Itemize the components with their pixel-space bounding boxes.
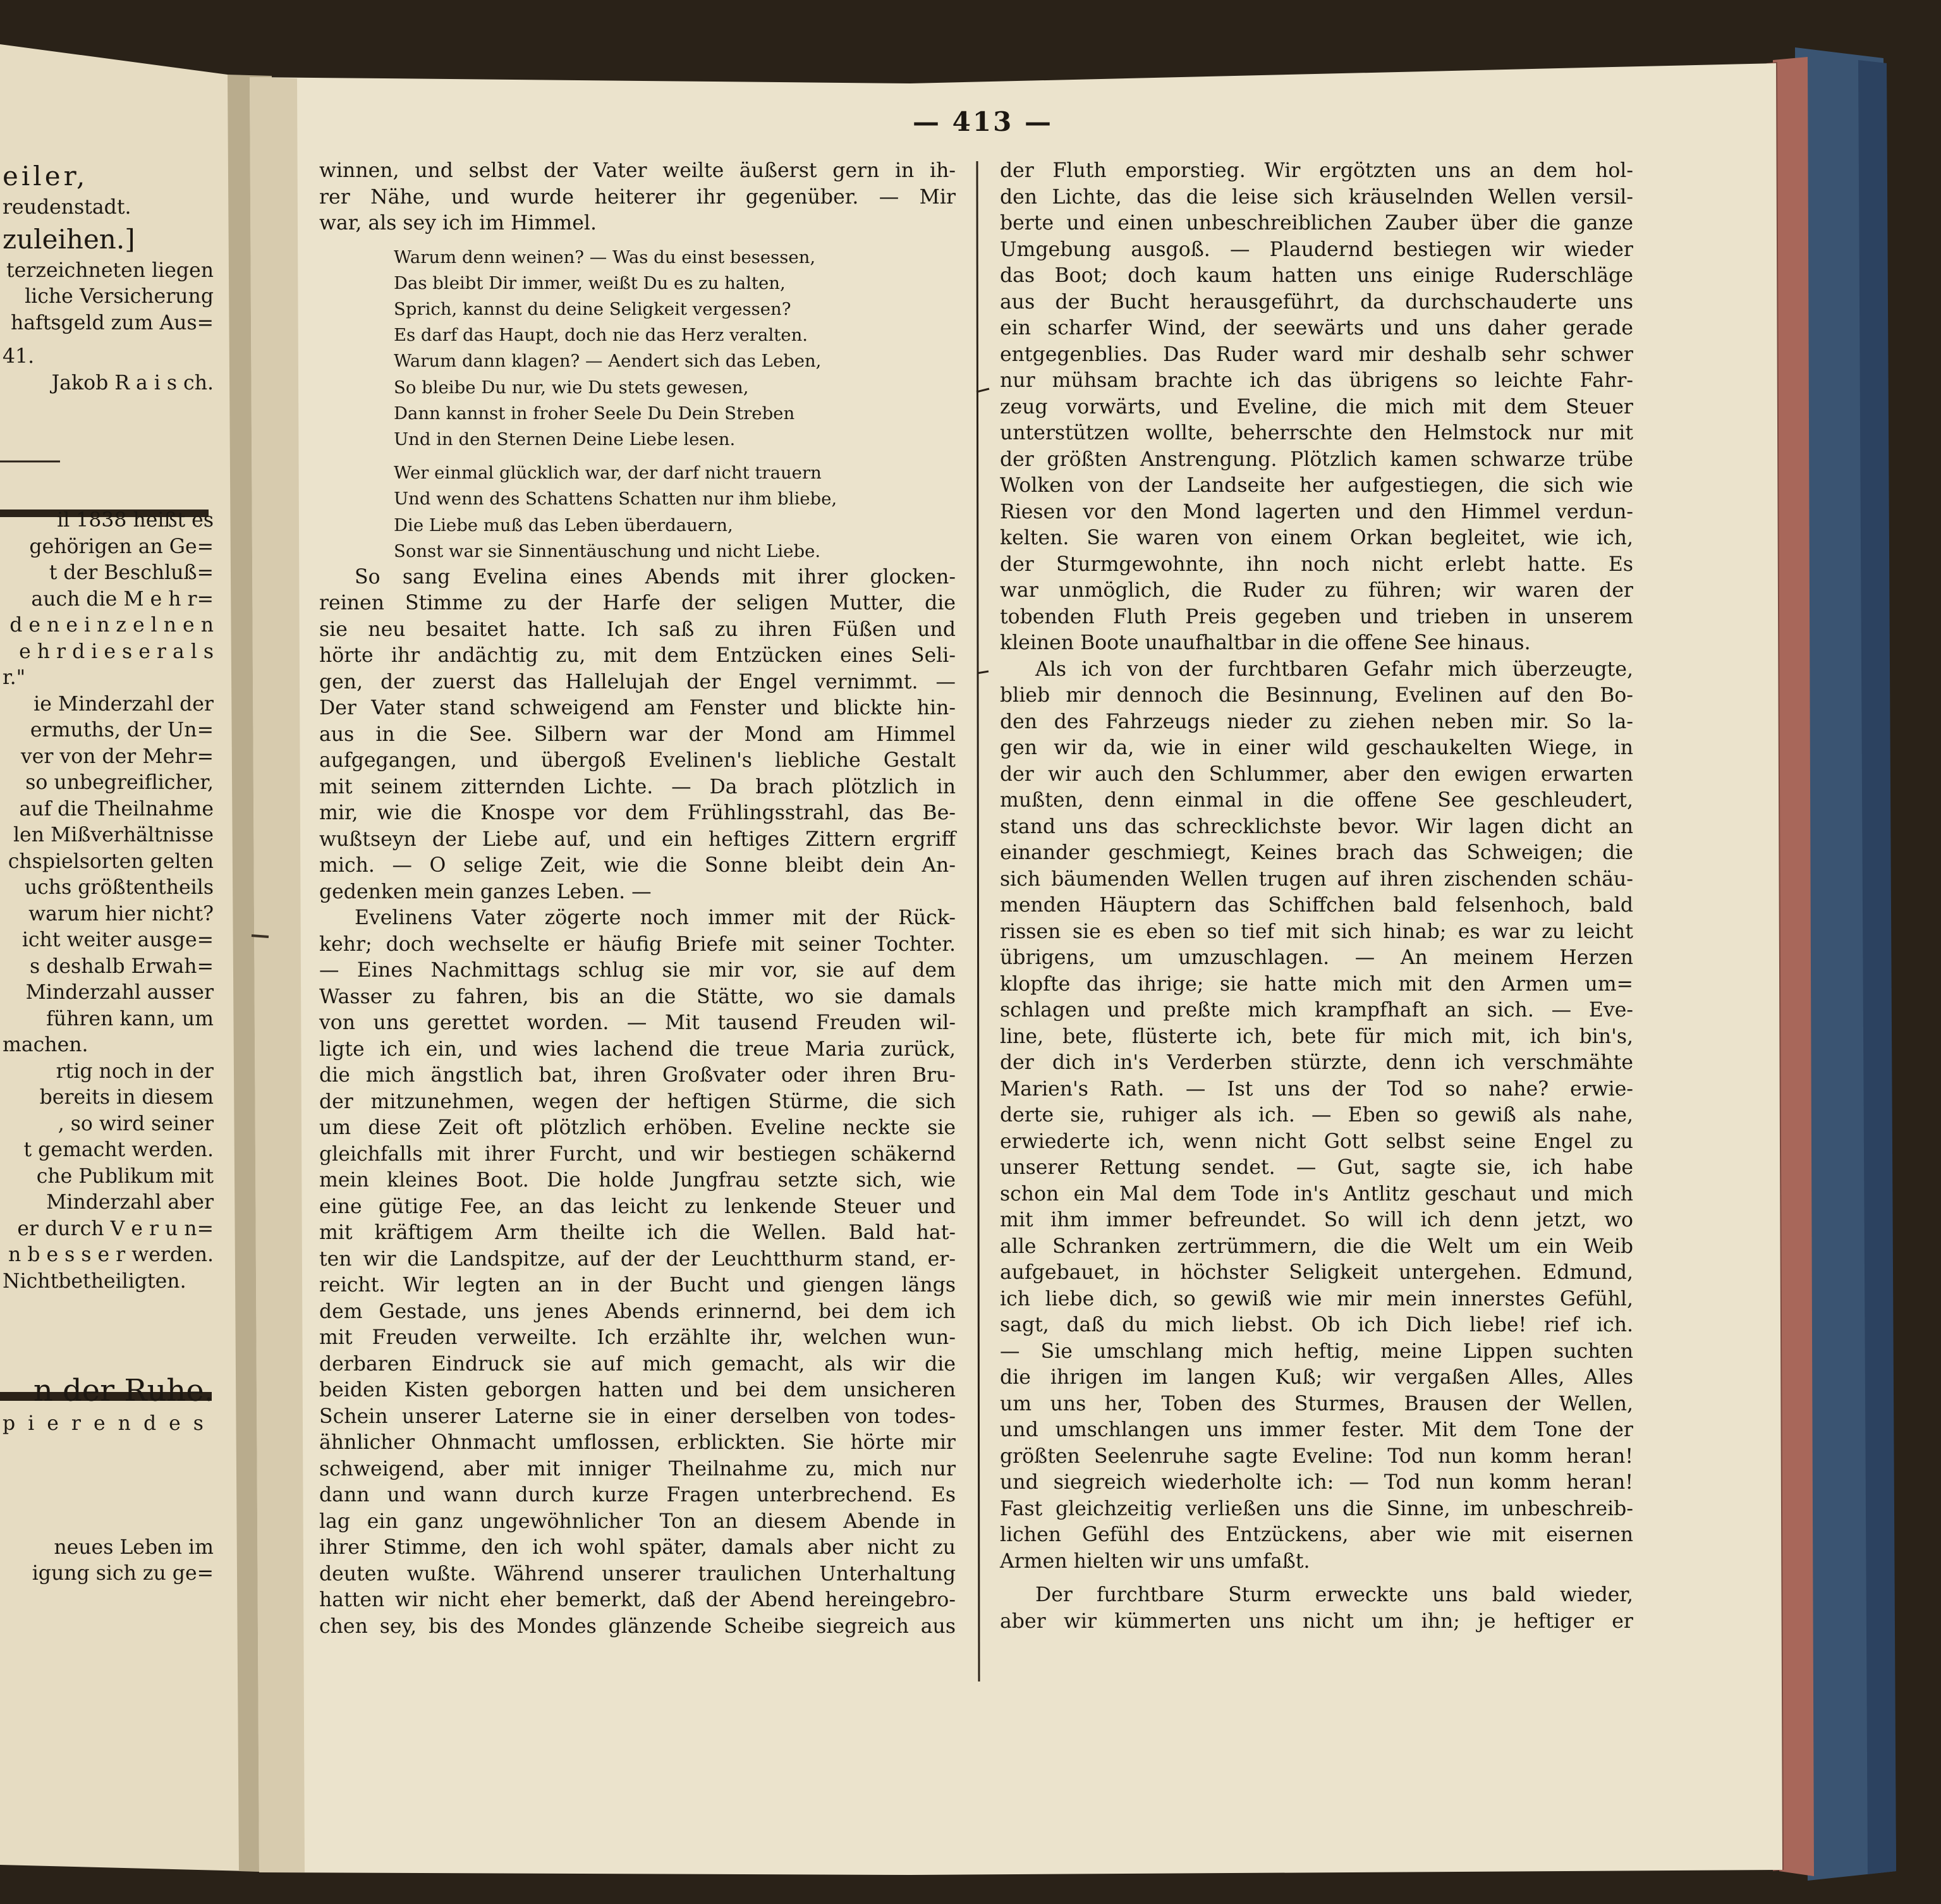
text-line: Fast gleichzeitig verließen uns die Sinne, im unbeschreib- [1000, 1497, 1633, 1520]
text-line: aus in die See. Silbern war der Mond am Himmel [319, 723, 956, 746]
text-line: ligte ich ein, und wies lachend die treue Maria zurück, [319, 1037, 956, 1061]
text-line: einander geschmiegt, Keines brach das Schweigen; die [1000, 841, 1633, 864]
text-line: klopfte das ihrige; sie hatte mich mit den Armen um= [1000, 972, 1633, 996]
left-text-line: chspielsorten gelten [8, 850, 214, 873]
left-section-title: n der Ruhe. [33, 1373, 214, 1408]
text-line: dem Gestade, uns jenes Abends erinnernd, bei dem ich [319, 1300, 956, 1323]
text-line: Der Vater stand schweigend am Fenster und blickte hin- [319, 697, 956, 720]
left-text-line: icht weiter ausge= [21, 929, 214, 951]
text-line: aufgegangen, und übergoß Evelinen's liebliche Gestalt [319, 749, 956, 772]
left-text-line: neues Leben im [54, 1535, 214, 1559]
text-line: Marien's Rath. — Ist uns der Tod so nahe? erwie- [1000, 1077, 1633, 1101]
poem-line: Dann kannst in froher Seele Du Dein Streben [394, 403, 795, 424]
text-line: Evelinens Vater zögerte noch immer mit der Rück- [355, 906, 956, 930]
text-line: ein scharfer Wind, der seewärts und uns daher gerade [1000, 317, 1633, 339]
left-signature: Jakob R a i s ch. [51, 371, 214, 394]
poem-line: Warum denn weinen? — Was du einst besessen, [394, 247, 816, 267]
text-line: der dich in's Verderben stürzte, denn ich verschmähte [1000, 1051, 1633, 1074]
left-text-line: so unbegreiflicher, [25, 771, 214, 794]
poem-line: Sprich, kannst du deine Seligkeit vergessen? [394, 298, 791, 319]
text-line: alle Schranken zertrümmern, die die Welt um ein Weib [1000, 1235, 1633, 1258]
text-line: mein kleines Boot. Die holde Jungfrau setzte sich, wie [319, 1169, 956, 1192]
text-line: Als ich von der furchtbaren Gefahr mich überzeugte, [1035, 657, 1633, 681]
text-line: war, als sey ich im Himmel. [319, 212, 597, 235]
text-line: der wir auch den Schlummer, aber den ewigen erwarten [1000, 762, 1633, 786]
left-text-line: er durch V e r u n= [17, 1217, 214, 1240]
left-text-line: gehörigen an Ge= [29, 535, 214, 558]
left-text-line: che Publikum mit [36, 1164, 214, 1188]
text-line: mit seinem zitternden Lichte. — Da brach plötzlich in [319, 775, 956, 798]
text-line: menden Häuptern das Schiffchen bald felsenhoch, bald [1000, 894, 1633, 917]
text-line: hörte ihr andächtig zu, mit dem Entzücken eines Seli- [319, 644, 956, 668]
left-text-line: bereits in diesem [39, 1086, 214, 1109]
text-line: Wasser zu fahren, bis an die Stätte, wo sie damals [319, 985, 956, 1008]
left-text-line: t gemacht werden. [23, 1138, 214, 1161]
left-text-line: führen kann, um [46, 1007, 214, 1030]
text-line: unserer Rettung sendet. — Gut, sagte sie, ich habe [1000, 1156, 1633, 1179]
left-text-line: p i e r e n d e s [3, 1412, 207, 1435]
text-line: und umschlangen uns immer fester. Mit dem Tone der [1000, 1419, 1633, 1441]
text-line: erwiederte ich, wenn nicht Gott selbst seine Engel zu [1000, 1130, 1633, 1153]
left-text-line: Nichtbetheiligten. [3, 1269, 186, 1293]
right-column [1000, 158, 1633, 1635]
left-text-line: ermuths, der Un= [30, 719, 214, 741]
left-text-line: haftsgeld zum Aus= [11, 311, 214, 334]
text-line: zeug vorwärts, und Eveline, die mich mit dem Steuer [1000, 395, 1633, 418]
text-line: schon ein Mal dem Tode in's Antlitz geschaut und mich [1000, 1182, 1633, 1205]
text-line: Riesen vor den Mond lagerten und den Himmel verdun- [1000, 500, 1633, 523]
left-text-line: , so wird seiner [58, 1112, 214, 1135]
text-line: derbaren Eindruck sie auf mich gemacht, als wir die [319, 1352, 956, 1376]
text-line: Schein unserer Laterne sie in einer derselben von todes- [319, 1405, 956, 1428]
text-line: rissen sie es eben so tief mit sich hinab; es war zu leicht [1000, 920, 1633, 943]
text-line: übrigens, um umzuschlagen. — An meinem Herzen [1000, 946, 1633, 969]
middle-column [319, 158, 956, 1640]
text-line: der größten Anstrengung. Plötzlich kamen schwarze trübe [1000, 448, 1633, 471]
text-line: aber wir kümmerten uns nicht um ihn; je heftiger er [1000, 1609, 1633, 1633]
left-text-line: warum hier nicht? [28, 902, 214, 925]
poem-line: Warum dann klagen? — Aendert sich das Leben, [394, 351, 822, 372]
text-line: Armen hielten wir uns umfaßt. [1000, 1549, 1310, 1573]
poem [319, 245, 956, 564]
text-line: eine gütige Fee, an das leicht zu lenkende Steuer und [319, 1195, 956, 1218]
text-line: mit kräftigem Arm theilte ich die Wellen. Bald hat- [319, 1221, 956, 1245]
poem-line: Es darf das Haupt, doch nie das Herz veralten. [394, 325, 808, 346]
left-text-line: auf die Theilnahme [19, 797, 214, 821]
text-line: blieb mir dennoch die Besinnung, Evelinen auf den Bo- [1000, 684, 1633, 707]
text-line: kleinen Boote unaufhaltbar in die offene See hinaus. [1000, 632, 1531, 654]
text-line: ich liebe dich, so gewiß wie mir mein innerstes Gefühl, [1000, 1287, 1633, 1310]
left-text-line: ie Minderzahl der [33, 692, 214, 716]
text-line: gen, der zuerst das Hallelujah der Engel vernimmt. — [319, 670, 956, 693]
text-line: der Sturmgewohnte, ihn noch nicht erlebt hatte. Es [1000, 552, 1633, 576]
left-text-line: auch die M e h r= [31, 587, 214, 611]
text-line: gleichfalls mit ihrer Furcht, und wir bestiegen schäkernd [319, 1142, 956, 1166]
text-line: hatten wir nicht eher bemerkt, daß der Abend hereingebro- [319, 1589, 956, 1612]
left-text-line: d e n e i n z e l n e n [9, 614, 214, 637]
text-line: derte sie, ruhiger als ich. — Eben so gewiß als nahe, [1000, 1104, 1633, 1126]
text-line: ten wir die Landspitze, auf der der Leuchtthurm stand, er- [319, 1247, 956, 1271]
text-line: kehr; doch wechselte er häufig Briefe mit seiner Tochter. [319, 932, 956, 956]
poem-line: Sonst war sie Sinnentäuschung und nicht Liebe. [394, 540, 821, 561]
text-line: rer Nähe, und wurde heiterer ihr gegenüber. — Mir [319, 185, 956, 209]
text-line: beiden Kisten geborgen hatten und bei dem unsicheren [319, 1379, 956, 1402]
text-line: größten Seelenruhe sagte Eveline: Tod nun komm heran! [1000, 1444, 1633, 1468]
poem-line: Und wenn des Schattens Schatten nur ihm bliebe, [394, 489, 837, 510]
text-line: kelten. Sie waren von einem Orkan begleitet, wie ich, [1000, 527, 1633, 549]
text-line: winnen, und selbst der Vater weilte äußerst gern in ih- [319, 159, 956, 182]
left-text-line: liche Versicherung [25, 285, 214, 308]
page-shading-gutter [250, 77, 305, 1872]
text-line: um diese Zeit oft plötzlich erhöben. Eveline neckte sie [319, 1116, 956, 1140]
text-line: von uns gerettet worden. — Mit tausend Freuden wil- [319, 1011, 956, 1035]
left-text-line: n b e s s e r werden. [8, 1243, 214, 1266]
poem-line: Das bleibt Dir immer, weißt Du es zu halten, [394, 272, 786, 293]
text-line: die mich ängstlich bat, ihren Großvater oder ihren Bru- [319, 1064, 956, 1087]
left-text-line: machen. [3, 1034, 88, 1056]
text-line: aus der Bucht herausgeführt, da durchschauderte uns [1000, 290, 1633, 314]
left-text-line: igung sich zu ge= [32, 1562, 214, 1585]
left-text-line: ver von der Mehr= [20, 745, 214, 768]
text-line: der mitzunehmen, wegen der heftigen Stürme, die sich [319, 1090, 956, 1113]
poem-line: Die Liebe muß das Leben überdauern, [394, 515, 733, 535]
left-text-line: Minderzahl ausser [25, 981, 214, 1004]
text-line: war unmöglich, die Ruder zu führen; wir waren der [1000, 579, 1633, 602]
text-line: dann und wann durch kurze Fragen unterbrechend. Es [319, 1484, 956, 1507]
left-text-line: terzeichneten liegen [6, 259, 214, 282]
text-line: sie neu besaitet hatte. Ich saß zu ihren Füßen und [319, 618, 956, 641]
text-line: lichen Gefühl des Entzückens, aber wie mit eisernen [1000, 1523, 1633, 1546]
page-number: — 413 — [913, 106, 1053, 137]
text-line: nur mühsam brachte ich das übrigens so leichte Fahr- [1000, 369, 1633, 392]
left-text-line: t der Beschluß= [49, 561, 214, 584]
text-line: Der furchtbare Sturm erweckte uns bald wieder, [1035, 1584, 1633, 1606]
text-line: reicht. Wir legten an in der Bucht und giengen längs [319, 1274, 956, 1297]
text-line: — Sie umschlang mich heftig, meine Lippen suchten [1000, 1340, 1633, 1363]
text-line: sagt, daß du mich liebst. Ob ich Dich liebe! rief ich. [1000, 1314, 1633, 1336]
text-line: deuten wußte. Während unserer traulichen Unterhaltung [319, 1562, 956, 1585]
text-line: die ihrigen im langen Kuß; wir vergaßen Alles, Alles [1000, 1366, 1633, 1389]
left-text-line: s deshalb Erwah= [30, 955, 214, 978]
text-line: unterstützen wollte, beherrschte den Helmstock nur mit [1000, 422, 1633, 444]
text-line: berte und einen unbeschreiblichen Zauber über die ganze [1000, 212, 1633, 235]
text-line: den des Fahrzeugs nieder zu ziehen neben mir. So la- [1000, 710, 1633, 733]
left-text-line: 41. [3, 345, 35, 368]
left-heading: zuleihen.] [3, 223, 135, 255]
text-line: stand uns das schrecklichste bevor. Wir lagen dicht an [1000, 815, 1633, 838]
left-text-line: eiler, [3, 161, 88, 192]
text-line: So sang Evelina eines Abends mit ihrer glocken- [355, 565, 956, 589]
text-line: das Boot; doch kaum hatten uns einige Ruderschläge [1000, 264, 1633, 287]
text-line: ihrer Stimme, den ich wohl später, damals aber nicht zu [319, 1536, 956, 1559]
text-line: gedenken mein ganzes Leben. — [319, 880, 652, 903]
text-line: sich bäumenden Wellen trugen auf ihren zischenden schäu- [1000, 867, 1633, 891]
text-line: aufgebauet, in höchster Seligkeit untergehen. Edmund, [1000, 1261, 1633, 1284]
text-line: line, bete, flüsterte ich, bete für mich mit, ich bin's, [1000, 1025, 1633, 1048]
text-line: lag ein ganz ungewöhnlicher Ton an diesem Abende in [319, 1510, 956, 1533]
left-text-line: reudenstadt. [3, 196, 131, 219]
text-line: um uns her, Toben des Sturmes, Brausen der Wellen, [1000, 1392, 1633, 1415]
left-page-column [0, 158, 214, 1587]
text-line: ähnlicher Ohnmacht umflossen, erblickten. Sie hörte mir [319, 1431, 956, 1455]
poem-line: Wer einmal glücklich war, der darf nicht trauern [394, 463, 822, 484]
text-line: der Fluth emporstieg. Wir ergötzten uns an dem hol- [1000, 159, 1633, 182]
text-line: und siegreich wiederholte ich: — Tod nun komm heran! [1000, 1471, 1633, 1494]
left-text-line: e h r d i e s e r a l s [19, 640, 214, 663]
text-line: mußten, denn einmal in die offene See geschleudert, [1000, 789, 1633, 812]
text-line: tobenden Fluth Preis gegeben und trieben in unserem [1000, 605, 1633, 628]
text-line: chen sey, bis des Mondes glänzende Scheibe siegreich aus [319, 1614, 956, 1638]
text-line: schlagen und preßte mich krampfhaft an sich. — Eve- [1000, 999, 1633, 1022]
left-text-line: len Mißverhältnisse [13, 824, 214, 846]
text-line: mit ihm immer befreundet. So will ich denn jetzt, wo [1000, 1209, 1633, 1231]
text-line: gen wir da, wie in einer wild geschaukelten Wiege, in [1000, 736, 1633, 759]
text-line: Wolken von der Landseite her aufgestiegen, die sich wie [1000, 474, 1633, 497]
text-line: mir, wie die Knospe vor dem Frühlingsstrahl, das Be- [319, 802, 956, 825]
text-line: Umgebung ausgoß. — Plaudernd bestiegen wir wieder [1000, 238, 1633, 261]
left-text-line: r." [3, 666, 26, 689]
left-text-line: rtig noch in der [56, 1059, 214, 1083]
text-line: schweigend, aber mit inniger Theilnahme zu, mich nur [319, 1457, 956, 1480]
text-line: mit Freuden verweilte. Ich erzählte ihr, welchen wun- [319, 1326, 956, 1350]
poem-line: So bleibe Du nur, wie Du stets gewesen, [394, 377, 749, 398]
text-line: reinen Stimme zu der Harfe der seligen Mutter, die [319, 592, 956, 615]
text-line: mich. — O selige Zeit, wie die Sonne bleibt dein An- [319, 854, 956, 877]
text-line: entgegenblies. Das Ruder ward mir deshalb sehr schwer [1000, 343, 1633, 366]
left-text-line: uchs größtentheils [24, 876, 214, 899]
text-line: — Eines Nachmittags schlug sie mir vor, sie auf dem [319, 959, 956, 982]
poem-line: Und in den Sternen Deine Liebe lesen. [394, 429, 736, 449]
left-text-line: Minderzahl aber [46, 1191, 214, 1214]
left-text-line: il 1838 heißt es [57, 509, 214, 532]
text-line: den Lichte, das die leise sich kräuselnden Wellen versil- [1000, 185, 1633, 209]
text-line: wußtseyn der Liebe auf, und ein heftiges Zittern ergriff [319, 827, 956, 851]
gutter-mark [252, 936, 269, 937]
